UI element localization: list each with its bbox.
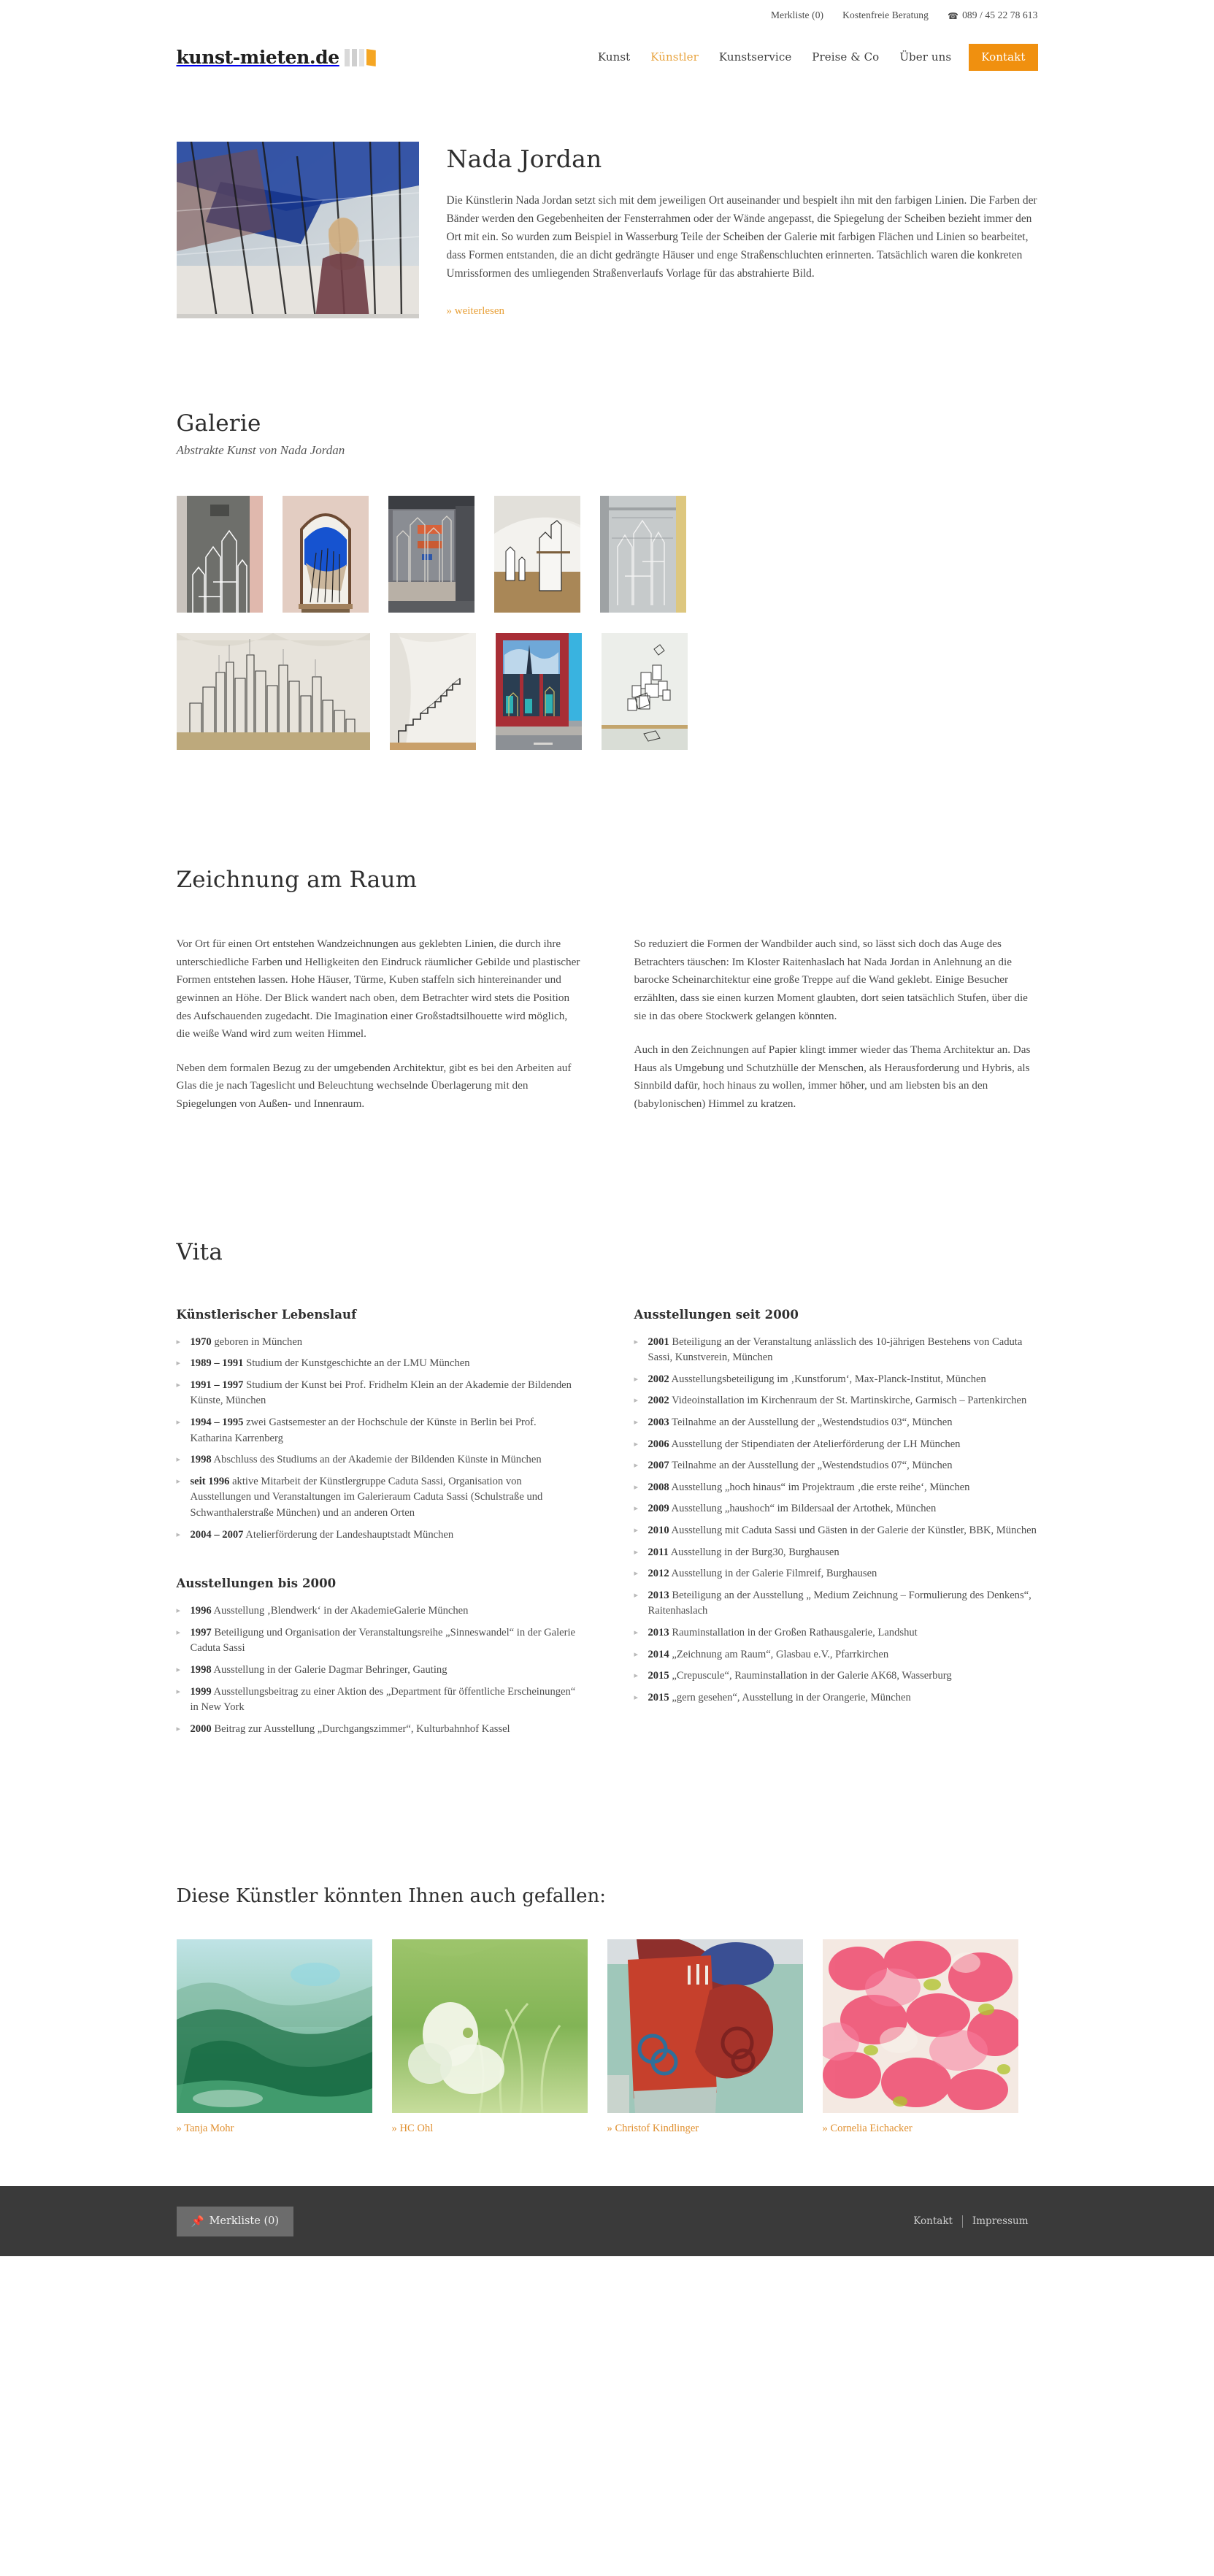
related-artist-link-tanja-mohr[interactable]: » Tanja Mohr xyxy=(176,2123,234,2135)
vita-list-item xyxy=(177,1663,580,1679)
footer-merkliste-button[interactable] xyxy=(177,2207,293,2236)
topbar-merkliste-link[interactable]: Merkliste (0) xyxy=(771,9,824,20)
vita-list-item xyxy=(634,1480,1038,1496)
vita-list-item xyxy=(634,1523,1038,1539)
vita-list-item xyxy=(634,1335,1038,1366)
topbar-phone xyxy=(948,9,1038,21)
related-artist-link-hc-ohl[interactable]: » HC Ohl xyxy=(391,2123,434,2135)
vita-item-text: Ausstellungsbeteiligung im ‚Kunstforum‘, Max-Planck-Institut, München xyxy=(669,1373,986,1385)
vita-lebenslauf-heading: Künstlerischer Lebenslauf xyxy=(176,1307,357,1322)
weiterlesen-link[interactable]: » weiterlesen xyxy=(446,304,505,317)
vita-left-column xyxy=(177,1308,580,1744)
nav-item-preise[interactable]: Preise & Co xyxy=(812,50,880,64)
pin-icon: 📌 xyxy=(191,2215,204,2228)
vita-item-year: 1998 xyxy=(190,1454,212,1466)
footer-inner xyxy=(177,2186,1038,2256)
vita-item-year: 1989 – 1991 xyxy=(190,1357,244,1370)
vita-list-item xyxy=(177,1415,580,1446)
gallery-thumb-schaufenster-linien[interactable] xyxy=(177,496,263,613)
related-artist-link-christof-kindlinger[interactable]: » Christof Kindlinger xyxy=(607,2123,699,2135)
zeichnung-section xyxy=(177,867,1038,1113)
zeichnung-title: Zeichnung am Raum xyxy=(176,867,418,893)
vita-seit2000-list xyxy=(634,1335,1038,1706)
vita-item-year: 2006 xyxy=(648,1438,669,1450)
nav-item-ueber-uns[interactable]: Über uns xyxy=(899,50,952,64)
vita-item-year: seit 1996 xyxy=(190,1475,230,1487)
zeichnung-paragraph-1: Vor Ort für einen Ort entstehen Wandzeichnungen aus geklebten Linien, die durch ihre unterschiedliche Farben und Helligkeiten den Eindruck räumlicher Gebilde und plastischer Formen entstehen lassen. Hohe Häuser, Türme, Kuben staffeln sich hintereinander und gewinnen an Höhe. Der Blick wandert nach oben, dem Betrachter wird stets die Position des Aufschauenden zugedacht. Die Imagination einer Großstadtsilhouette wird möglich, die weiße Wand wird zum weiten Himmel. xyxy=(176,938,580,1040)
vita-item-text: zwei Gastsemester an der Hochschule der Künste in Berlin bei Prof. Katharina Karrenberg xyxy=(190,1417,537,1444)
related-artists-title: Diese Künstler könnten Ihnen auch gefallen: xyxy=(176,1885,606,1908)
header-wrap xyxy=(177,29,1038,85)
vita-list-item xyxy=(634,1372,1038,1388)
vita-list-item xyxy=(177,1378,580,1409)
vita-item-text: Videoinstallation im Kirchenraum der St. Martinskirche, Garmisch – Partenkirchen xyxy=(669,1395,1027,1407)
vita-list-item xyxy=(177,1722,580,1738)
site-footer xyxy=(0,2186,1214,2256)
vita-item-year: 1970 xyxy=(190,1335,212,1348)
gallery-row-1 xyxy=(177,496,1038,613)
vita-item-year: 2008 xyxy=(648,1481,669,1493)
related-thumb-wiese-blueten[interactable] xyxy=(392,1939,588,2113)
related-artist-card xyxy=(392,1939,588,2135)
vita-item-year: 1994 – 1995 xyxy=(190,1417,244,1428)
vita-item-text: Ausstellung mit Caduta Sassi und Gästen in der Galerie der Künstler, BBK, München xyxy=(669,1524,1037,1536)
vita-item-text: „Crepuscule“, Rauminstallation in der Galerie AK68, Wasserburg xyxy=(669,1670,952,1682)
vita-item-text: „gern gesehen“, Ausstellung in der Orangerie, München xyxy=(669,1691,911,1703)
vita-seit2000-heading: Ausstellungen seit 2000 xyxy=(634,1307,799,1322)
vita-item-text: Beteiligung und Organisation der Veranstaltungsreihe „Sinneswandel“ in der Galerie Caduta Sassi xyxy=(190,1626,576,1655)
footer-link-kontakt[interactable]: Kontakt xyxy=(913,2215,953,2228)
vita-list-item xyxy=(634,1458,1038,1474)
vita-item-text: Ausstellung in der Galerie Dagmar Behringer, Gauting xyxy=(211,1663,447,1676)
vita-item-text: Ausstellungsbeitrag zu einer Aktion des „Department für öffentliche Erscheinungen“ in New York xyxy=(190,1685,576,1714)
vita-list-item xyxy=(177,1452,580,1468)
main-nav xyxy=(588,44,1038,71)
footer-link-impressum[interactable]: Impressum xyxy=(972,2215,1029,2228)
vita-title: Vita xyxy=(176,1238,223,1265)
vita-item-year: 1998 xyxy=(190,1663,212,1676)
zeichnung-columns xyxy=(177,935,1038,1113)
vita-list-item xyxy=(634,1690,1038,1706)
site-header xyxy=(177,29,1038,85)
vita-item-year: 2011 xyxy=(648,1546,669,1558)
vita-item-text: Ausstellung „hoch hinaus“ im Projektraum ‚die erste reihe‘, München xyxy=(669,1481,970,1493)
nav-item-kuenstler[interactable]: Künstler xyxy=(650,50,699,64)
vita-item-text: geboren in München xyxy=(211,1335,303,1348)
vita-item-text: aktive Mitarbeit der Künstlergruppe Caduta Sassi, Organisation von Ausstellungen und Veranstaltungen im Galerieraum Caduta Sassi (Schulstraße und Schwanthalerstraße München) und an anderen Orten xyxy=(190,1475,543,1519)
vita-item-text: Ausstellung „haushoch“ im Bildersaal der Artothek, München xyxy=(669,1503,937,1515)
vita-item-text: Teilnahme an der Ausstellung der „Westendstudios 07“, München xyxy=(669,1460,953,1472)
topbar-wrap xyxy=(177,0,1038,25)
gallery-thumb-gewoelbe-saeule[interactable] xyxy=(494,496,580,613)
vita-bis2000-list xyxy=(177,1603,580,1737)
vita-list-item xyxy=(634,1415,1038,1431)
vita-item-text: Ausstellung der Stipendiaten der Atelierförderung der LH München xyxy=(669,1438,961,1450)
gallery-thumb-glastuer-hochhaeuser[interactable] xyxy=(600,496,686,613)
gallery-thumb-wandzeichnung-skyline[interactable] xyxy=(177,633,370,750)
footer-merkliste-label: Merkliste (0) xyxy=(209,2215,279,2228)
vita-item-year: 1999 xyxy=(190,1685,212,1698)
artist-intro-text xyxy=(447,142,1038,318)
artist-portrait-image[interactable] xyxy=(177,142,419,318)
vita-list-item xyxy=(634,1588,1038,1619)
zeichnung-right-column xyxy=(634,935,1038,1113)
vita-item-year: 2002 xyxy=(648,1373,669,1385)
vita-columns xyxy=(177,1308,1038,1744)
vita-item-text: Beteiligung an der Veranstaltung anlässlich des 10-jährigen Bestehens von Caduta Sassi, Kunstverein, München xyxy=(648,1335,1023,1364)
vita-list-item xyxy=(634,1545,1038,1561)
vita-item-year: 2000 xyxy=(190,1722,212,1735)
vita-right-column xyxy=(634,1308,1038,1744)
site-logo[interactable] xyxy=(177,47,376,66)
phone-number: 089 / 45 22 78 613 xyxy=(962,9,1038,20)
vita-list-item xyxy=(634,1647,1038,1663)
related-thumb-rote-abstraktion[interactable] xyxy=(607,1939,803,2113)
vita-item-year: 2015 xyxy=(648,1670,669,1682)
vita-item-year: 2015 xyxy=(648,1691,669,1703)
vita-item-text: Abschluss des Studiums an der Akademie der Bildenden Künste in München xyxy=(211,1454,542,1466)
vita-list-item xyxy=(634,1501,1038,1517)
zeichnung-paragraph-2: Neben dem formalen Bezug zu der umgebenden Architektur, gibt es bei den Arbeiten auf Glas die je nach Tageslicht und Beleuchtung wechselnde Überlagerung mit den Spiegelungen von Außen- und Innenraum. xyxy=(176,1061,572,1110)
vita-item-year: 1997 xyxy=(190,1626,212,1638)
vita-list-item xyxy=(177,1625,580,1657)
vita-item-text: Beteiligung an der Ausstellung „ Medium Zeichnung – Formulierung des Denkens“, Raitenhaslach xyxy=(648,1589,1031,1617)
vita-item-text: Ausstellung ‚Blendwerk‘ in der AkademieGalerie München xyxy=(211,1605,469,1617)
vita-list-item xyxy=(634,1668,1038,1684)
vita-item-year: 2007 xyxy=(648,1460,669,1472)
gallery-row-2 xyxy=(177,633,1038,750)
vita-item-text: Atelierförderung der Landeshauptstadt München xyxy=(243,1528,454,1541)
artist-description: Die Künstlerin Nada Jordan setzt sich mit dem jeweiligen Ort auseinander und bespielt ihn mit den farbigen Linien. Die Farben der Bänder werden den Gegebenheiten der Fensterrahmen oder der Wände angepasst, die Spiegelung der Scheiben bezieht immer den Ort mit ein. So wurden zum Beispiel in Wasserburg Teile der Scheiben der Galerie mit farbigen Flächen und Linien so bearbeitet, dass Formen entstanden, die an dicht gedrängte Häuser und enge Straßenschluchten erinnerten. Tatsächlich waren die konkreten Umrissformen des umliegenden Straßenverlaufs Vorlage für das abstrahierte Bild. xyxy=(446,194,1037,280)
logo-bars-icon xyxy=(345,47,376,66)
gallery-thumb-rundbogenfenster-blau[interactable] xyxy=(283,496,369,613)
vita-item-year: 2012 xyxy=(648,1568,669,1580)
vita-list-item xyxy=(177,1603,580,1619)
vita-item-year: 2013 xyxy=(648,1626,669,1638)
vita-item-year: 2010 xyxy=(648,1524,669,1536)
related-artists-section xyxy=(177,1885,1038,2135)
related-artist-card xyxy=(607,1939,803,2135)
gallery-thumb-treppe-wandklebung[interactable] xyxy=(390,633,476,750)
vita-section xyxy=(177,1239,1038,1744)
zeichnung-left-column xyxy=(177,935,580,1113)
vita-bis2000-heading: Ausstellungen bis 2000 xyxy=(176,1576,337,1591)
vita-list-item xyxy=(177,1335,580,1351)
nav-kontakt-button[interactable]: Kontakt xyxy=(969,44,1037,71)
vita-item-text: Teilnahme an der Ausstellung der „Westendstudios 03“, München xyxy=(669,1417,953,1428)
vita-list-item xyxy=(177,1527,580,1544)
related-artists-grid xyxy=(177,1939,1038,2135)
vita-list-item xyxy=(634,1625,1038,1641)
related-artist-link-cornelia-eichacker[interactable]: » Cornelia Eichacker xyxy=(822,2123,913,2135)
gallery-thumb-papierarbeiten-wand[interactable] xyxy=(602,633,688,750)
logo-text: kunst-mieten.de xyxy=(176,47,339,68)
vita-list-item xyxy=(634,1393,1038,1409)
vita-item-year: 2002 xyxy=(648,1395,669,1407)
vita-lebenslauf-list xyxy=(177,1335,580,1544)
vita-list-item xyxy=(634,1437,1038,1453)
nav-item-kunstservice[interactable]: Kunstservice xyxy=(718,50,792,64)
vita-item-year: 2004 – 2007 xyxy=(190,1528,244,1541)
related-artist-card xyxy=(823,1939,1018,2135)
nav-item-kunst[interactable]: Kunst xyxy=(597,50,631,64)
vita-item-year: 2003 xyxy=(648,1417,669,1428)
related-thumb-pink-aquarell[interactable] xyxy=(823,1939,1018,2113)
vita-item-text: Ausstellung in der Burg30, Burghausen xyxy=(668,1546,840,1558)
vita-item-text: „Zeichnung am Raum“, Glasbau e.V., Pfarrkirchen xyxy=(669,1648,889,1660)
vita-list-item xyxy=(177,1356,580,1372)
gallery-subtitle: Abstrakte Kunst von Nada Jordan xyxy=(176,443,345,457)
zeichnung-paragraph-4: Auch in den Zeichnungen auf Papier klingt immer wieder das Thema Architektur an. Das Haus als Umgebung und Schutzhülle der Menschen, als Herausforderung und Hybris, als Sinnbild dafür, hoch hinaus zu wollen, immer höher, und am liebsten bis an den (babylonischen) Himmel zu kratzen. xyxy=(634,1043,1031,1110)
vita-list-item xyxy=(634,1566,1038,1582)
gallery-title: Galerie xyxy=(176,410,261,437)
artist-intro xyxy=(177,142,1038,318)
vita-item-text: Rauminstallation in der Großen Rathausgalerie, Landshut xyxy=(669,1626,918,1638)
topbar-beratung-link[interactable]: Kostenfreie Beratung xyxy=(842,9,929,20)
gallery-thumb-rote-fassade-spiegelung[interactable] xyxy=(496,633,582,750)
gallery-section xyxy=(177,410,1038,750)
vita-item-text: Studium der Kunst bei Prof. Fridhelm Klein an der Akademie der Bildenden Künste, München xyxy=(190,1379,572,1407)
vita-list-item xyxy=(177,1684,580,1716)
related-thumb-landschaft-gruen[interactable] xyxy=(177,1939,372,2113)
vita-item-year: 1991 – 1997 xyxy=(190,1379,244,1391)
vita-item-year: 2001 xyxy=(648,1335,669,1348)
phone-icon: ☎ xyxy=(948,11,959,21)
zeichnung-paragraph-3: So reduziert die Formen der Wandbilder auch sind, so lässt sich doch das Auge des Betrachters täuschen: Im Kloster Raitenhaslach hat Nada Jordan in Anlehnung an die barocke Scheinarchitektur eine große Treppe auf die Wand geklebt. Einige Besucher erzählten, dass sie einen kurzen Moment glaubten, dort seien tatsächlich Stufen, über die sie in das obere Stockwerk gelangen könnten. xyxy=(634,938,1028,1022)
gallery-thumb-glasfassade-strasse[interactable] xyxy=(388,496,475,613)
vita-item-text: Ausstellung in der Galerie Filmreif, Burghausen xyxy=(669,1568,877,1580)
vita-list-item xyxy=(177,1474,580,1522)
vita-item-year: 2014 xyxy=(648,1648,669,1660)
footer-links xyxy=(904,2215,1037,2228)
page-title: Nada Jordan xyxy=(446,145,602,173)
vita-item-year: 2013 xyxy=(648,1589,669,1601)
intro-wrap xyxy=(177,142,1038,318)
related-artist-card xyxy=(177,1939,372,2135)
vita-item-year: 2009 xyxy=(648,1503,669,1515)
vita-item-text: Beitrag zur Ausstellung „Durchgangszimmer“, Kulturbahnhof Kassel xyxy=(211,1722,510,1735)
vita-item-text: Studium der Kunstgeschichte an der LMU München xyxy=(243,1357,470,1370)
utility-topbar xyxy=(177,0,1038,25)
vita-item-year: 1996 xyxy=(190,1605,212,1617)
